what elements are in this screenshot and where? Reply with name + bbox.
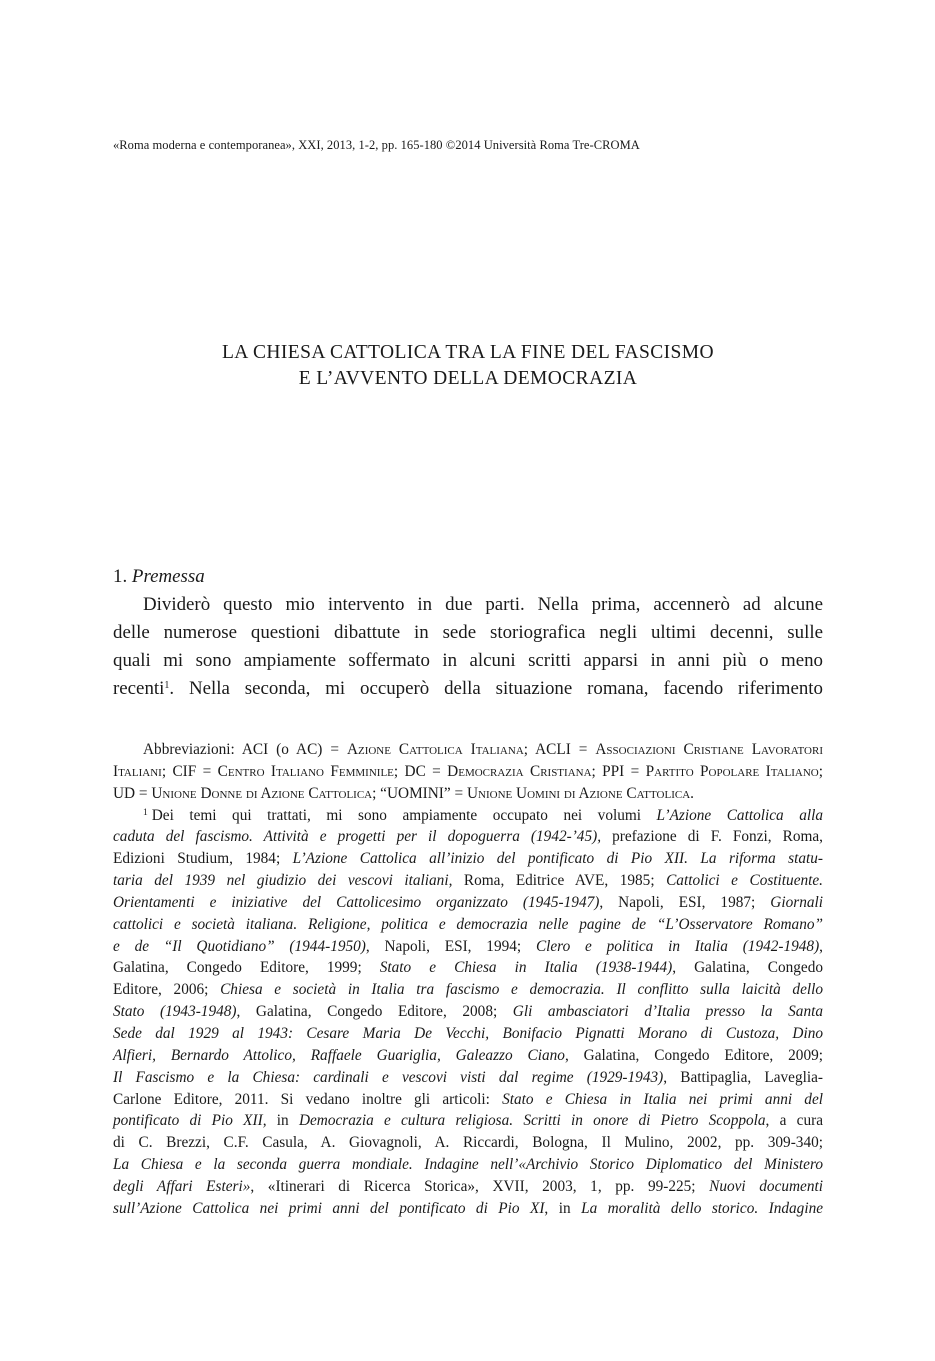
footnote-reference[interactable]: 1: [164, 680, 170, 691]
article-body: [113, 563, 823, 703]
footnote-line: Carlone Editore, 2011. Si vedano inoltre gli articoli: Stato e Chiesa in Italia nei primi anni del: [113, 1090, 823, 1108]
footnotes: [113, 739, 823, 1220]
footnote-line: Stato (1943-1948), Galatina, Congedo Editore, 2008; Gli ambasciatori d’Italia presso la Santa: [113, 1003, 823, 1021]
footnote-line: La Chiesa e la seconda guerra mondiale. Indagine nell’«Archivio Storico Diplomatico del Ministero: [113, 1156, 823, 1174]
footnote-line: Sede dal 1929 al 1943: Cesare Maria De Vecchi, Bonifacio Pignatti Morano di Custoza, Dino: [113, 1024, 823, 1042]
body-line: recenti$^1$. Nella seconda, mi occuperò della situazione romana, facendo riferimento: [113, 678, 823, 699]
title-line: E L’AVVENTO DELLA DEMOCRAZIA: [298, 368, 638, 389]
footnote-line: taria del 1939 nel giudizio dei vescovi italiani, Roma, Editrice AVE, 1985; Cattolici e Costituente.: [113, 872, 823, 890]
abbreviations-line: Italiani; CIF = Centro Italiano Femminile; DC = Democrazia Cristiana; PPI = Partito Popolare Italiano;: [113, 762, 823, 780]
footnote-line: degli Affari Esteri», «Itinerari di Ricerca Storica», XVII, 2003, 1, pp. 99-225; Nuovi documenti: [113, 1177, 823, 1195]
footnote-line: $^1$ Dei temi qui trattati, mi sono ampiamente occupato nei volumi L’Azione Cattolica alla: [143, 806, 823, 824]
footnote-line: caduta del fascismo. Attività e progetti per il dopoguerra (1942-’45), prefazione di F. Fonzi, Roma,: [113, 828, 824, 846]
article-title: [113, 340, 823, 392]
footnote-line: pontificato di Pio XII, in Democrazia e cultura religiosa. Scritti in onore di Pietro Scoppola, a cura: [113, 1112, 823, 1130]
section-heading: [113, 563, 823, 591]
abbreviations-line: Abbreviazioni: ACI (o AC) = Azione Cattolica Italiana; ACLI = Associazioni Cristiane Lavoratori: [143, 741, 823, 758]
footnote-line: e de “Il Quotidiano” (1944-1950), Napoli, ESI, 1994; Clero e politica in Italia (1942-1948),: [113, 937, 823, 955]
footnote-line: Editore, 2006; Chiesa e società in Italia tra fascismo e democrazia. Il conflitto sulla laicità dello: [113, 981, 824, 999]
abbreviations-line: UD = Unione Donne di Azione Cattolica; “UOMINI” = Unione Uomini di Azione Cattolica.: [113, 784, 694, 802]
section-number: 1.: [113, 566, 128, 587]
footnote-line: Galatina, Congedo Editore, 1999; Stato e Chiesa in Italia (1938-1944), Galatina, Congedo: [113, 959, 823, 977]
body-line: quali mi sono ampiamente soffermato in alcuni scritti apparsi in anni più o meno: [113, 650, 823, 671]
body-line: Dividerò questo mio intervento in due parti. Nella prima, accennerò ad alcune: [143, 594, 823, 615]
footnote-line: sull’Azione Cattolica nei primi anni del pontificato di Pio XI, in La moralità dello storico. Indagine: [113, 1199, 824, 1217]
running-head: «Roma moderna e contemporanea», XXI, 2013, 1-2, pp. 165-180 ©2014 Università Roma Tre-CROMA: [113, 138, 640, 152]
footnote-line: Alfieri, Bernardo Attolico, Raffaele Guariglia, Galeazzo Ciano, Galatina, Congedo Editore, 2009;: [113, 1046, 823, 1064]
footnote-line: cattolici e società italiana. Religione, politica e democrazia nelle pagine de “L’Osservatore Romano”: [113, 915, 823, 933]
footnote-line: Edizioni Studium, 1984; L’Azione Cattolica all’inizio del pontificato di Pio XII. La riforma statu-: [113, 850, 823, 868]
section-title: Premessa: [131, 566, 205, 587]
footnote-line: di C. Brezzi, C.F. Casula, A. Giovagnoli, A. Riccardi, Bologna, Il Mulino, 2002, pp. 309-340;: [113, 1134, 823, 1152]
footnote-line: Il Fascismo e la Chiesa: cardinali e vescovi visti dal regime (1929-1943), Battipaglia, Laveglia-: [113, 1068, 823, 1086]
footnote-line: Orientamenti e iniziative del Cattolicesimo organizzato (1945-1947), Napoli, ESI, 1987; Giornali: [113, 893, 823, 911]
title-line: LA CHIESA CATTOLICA TRA LA FINE DEL FASCISMO: [222, 342, 714, 363]
body-line: delle numerose questioni dibattute in sede storiografica negli ultimi decenni, sulle: [113, 622, 823, 643]
footnote-number: 1: [143, 807, 148, 818]
